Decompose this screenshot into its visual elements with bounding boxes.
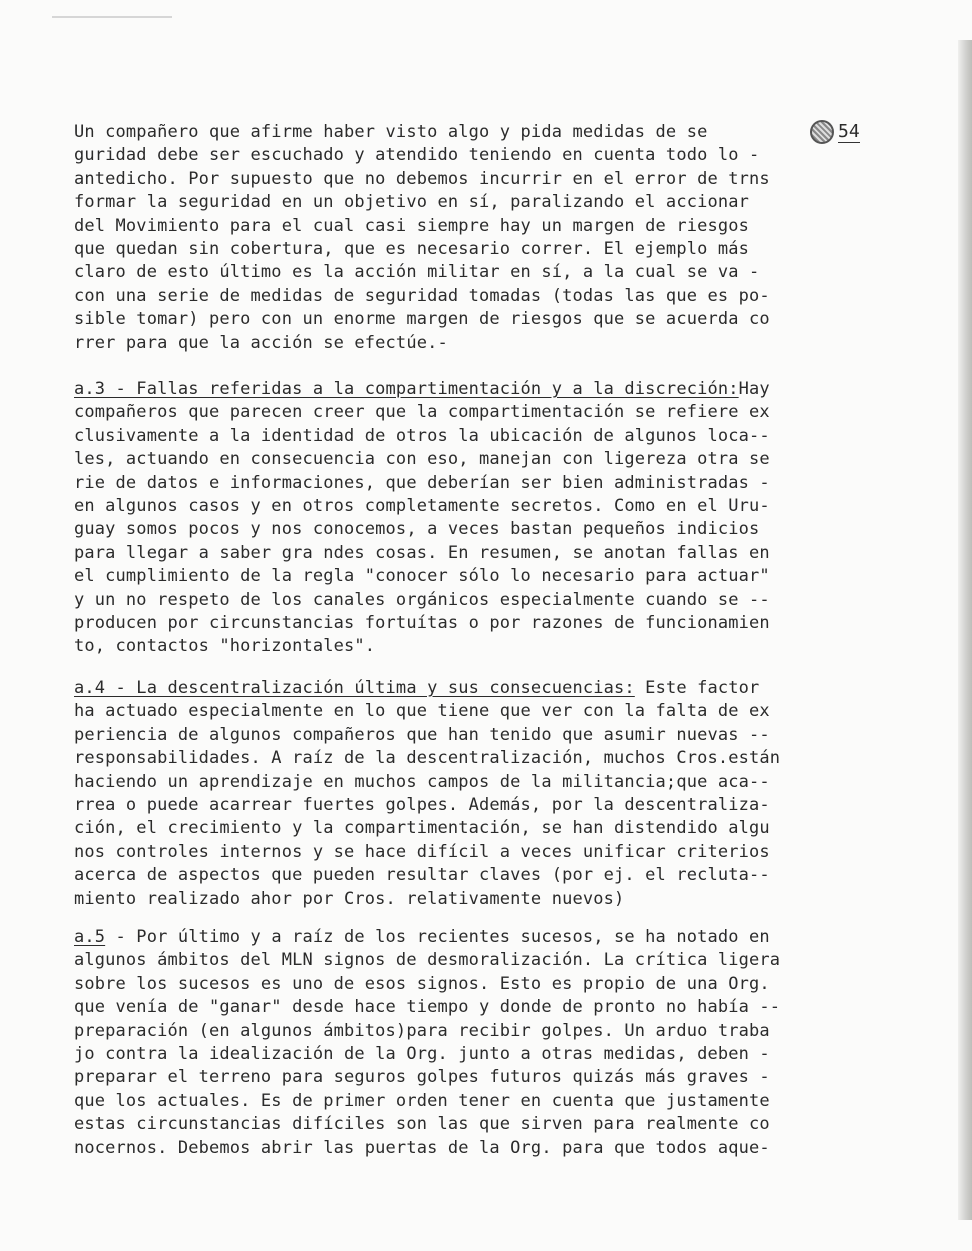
text-line: ha actuado especialmente en lo que tiene que ver con la falta de ex [74, 701, 770, 722]
text-line: en algunos casos y en otros completamente secretos. Como en el Uru- [74, 495, 770, 516]
paragraph-a4 [74, 677, 904, 911]
section-heading-a3: a.3 - Fallas referidas a la compartimentación y a la discreción: [74, 379, 739, 399]
text-line: del Movimiento para el cual casi siempre hay un margen de riesgos [74, 215, 750, 236]
paragraph-security [74, 121, 904, 355]
text-line: clusivamente a la identidad de otros la ubicación de algunos loca-- [74, 425, 770, 446]
scan-edge-shadow [958, 40, 972, 1220]
text-line: producen por circunstancias fortuítas o por razones de funcionamien [74, 612, 770, 633]
text-line: preparación (en algunos ámbitos)para recibir golpes. Un arduo traba [74, 1020, 770, 1041]
text-line: miento realizado ahor por Cros. relativamente nuevos) [74, 888, 625, 909]
text-line: compañeros que parecen creer que la compartimentación se refiere ex [74, 402, 770, 423]
text-line: guay somos pocos y nos conocemos, a veces bastan pequeños indicios [74, 519, 760, 540]
text-line: responsabilidades. A raíz de la descentralización, muchos Cros.están [74, 748, 781, 769]
text-line: preparar el terreno para seguros golpes futuros quizás más graves - [74, 1067, 770, 1088]
section-heading-a4: a.4 - La descentralización última y sus consecuencias: [74, 678, 635, 698]
text-line: que quedan sin cobertura, que es necesario correr. El ejemplo más [74, 238, 750, 259]
text-line: rrer para que la acción se efectúe.- [74, 332, 448, 353]
text-line: les, actuando en consecuencia con eso, manejan con ligereza otra se [74, 449, 770, 470]
text-line: sobre los sucesos es uno de esos signos. Esto es propio de una Org. [74, 973, 770, 994]
text-line: para llegar a saber gra ndes cosas. En resumen, se anotan fallas en [74, 542, 770, 563]
text-line: que venía de "ganar" desde hace tiempo y donde de pronto no había -- [74, 997, 781, 1018]
text-line: y un no respeto de los canales orgánicos especialmente cuando se -- [74, 589, 770, 610]
text-run: Hay [738, 379, 770, 399]
text-line: que los actuales. Es de primer orden tener en cuenta que justamente [74, 1090, 770, 1111]
text-line: haciendo un aprendizaje en muchos campos de la militancia;que aca-- [74, 771, 770, 792]
text-line: to, contactos "horizontales". [74, 636, 376, 657]
text-line: sible tomar) pero con un enorme margen de riesgos que se acuerda co [74, 309, 770, 330]
page-number-value: 54 [838, 120, 860, 142]
text-line: periencia de algunos compañeros que han tenido que asumir nuevas -- [74, 724, 770, 745]
paragraph-a5 [74, 926, 904, 1160]
text-line: estas circunstancias difíciles son las que sirven para realmente co [74, 1114, 770, 1135]
text-line: el cumplimiento de la regla "conocer sólo lo necesario para actuar" [74, 566, 770, 587]
text-line [74, 926, 904, 949]
text-line: nos controles internos y se hace difícil a veces unificar criterios [74, 841, 770, 862]
text-line: formar la seguridad en un objetivo en sí, paralizando el accionar [74, 192, 750, 213]
text-line: rie de datos e informaciones, que deberían ser bien administradas - [74, 472, 770, 493]
text-line: claro de esto último es la acción militar en sí, a la cual se va - [74, 262, 760, 283]
text-line: ción, el crecimiento y la compartimentación, se han distendido algu [74, 818, 770, 839]
paragraph-a3 [74, 378, 904, 659]
section-heading-a5: a.5 [74, 927, 106, 947]
text-line: algunos ámbitos del MLN signos de desmoralización. La crítica ligera [74, 950, 781, 971]
text-line: antedicho. Por supuesto que no debemos incurrir en el error de trns [74, 168, 770, 189]
text-line: jo contra la idealización de la Org. junto a otras medidas, deben - [74, 1043, 770, 1064]
text-line [74, 378, 904, 401]
scan-rule [52, 16, 172, 18]
text-line: rrea o puede acarrear fuertes golpes. Además, por la descentraliza- [74, 794, 770, 815]
text-run: - Por último y a raíz de los recientes sucesos, se ha notado en [105, 927, 770, 947]
text-line: con una serie de medidas de seguridad tomadas (todas las que es po- [74, 285, 770, 306]
text-line: guridad debe ser escuchado y atendido teniendo en cuenta todo lo - [74, 145, 760, 166]
text-line: Un compañero que afirme haber visto algo y pida medidas de se [74, 122, 708, 142]
text-run: Este factor [634, 678, 760, 698]
text-line: acerca de aspectos que pueden resultar claves (por ej. el recluta-- [74, 865, 770, 886]
text-line: nocernos. Debemos abrir las puertas de la Org. para que todos aque- [74, 1137, 770, 1158]
text-line [74, 677, 904, 700]
